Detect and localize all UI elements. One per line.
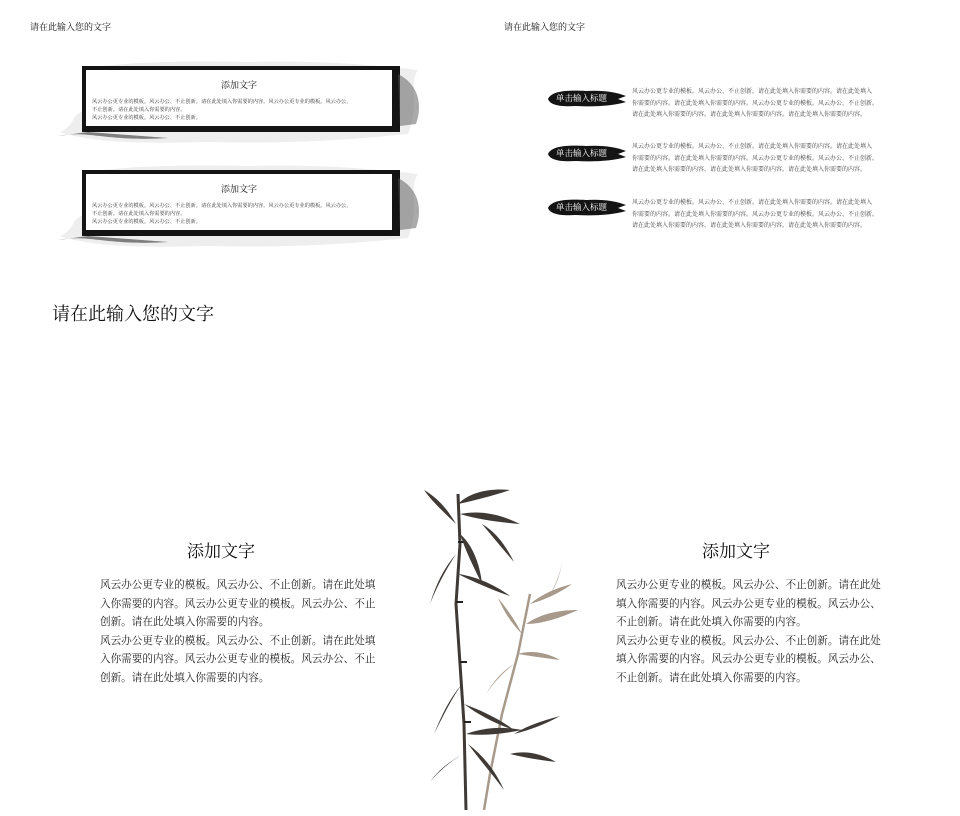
- slide2-heading: 请在此输入您的文字: [504, 23, 586, 33]
- side-line: 你需要的内容。请在此处填入你需要的内容。风云办公更专业的模板。风云办公、不止创新。: [632, 210, 879, 218]
- frame-content: [86, 174, 392, 230]
- brush-label-text: 单击输入标题: [556, 94, 608, 104]
- side-line: 风云办公更专业的模板。风云办公、不止创新。请在此处填入你需要的内容。请在此处填入: [632, 88, 873, 95]
- frame-line: 风云办公更专业的模板。风云办公、不止创新。请在此处填入你需要的内容。风云办公更专业的模板。风云办公、: [92, 99, 352, 105]
- ink-frame-box-1: [48, 54, 428, 146]
- ink-frame-box-2: [48, 158, 428, 250]
- brush-label-1[interactable]: [546, 87, 628, 109]
- frame-line: 风云办公更专业的模板。风云办公、不止创新。: [92, 219, 201, 225]
- bamboo-illustration: [410, 484, 590, 810]
- frame-content: [86, 70, 392, 126]
- frame-line: 不止创新。请在此处填入你需要的内容。: [92, 107, 186, 113]
- side-paragraph-2: [632, 141, 894, 176]
- left-line: 入你需要的内容。风云办公更专业的模板。风云办公、不止: [100, 597, 376, 610]
- brush-label-text: 单击输入标题: [556, 203, 608, 213]
- brush-label-3[interactable]: [546, 196, 628, 218]
- side-line: 请在此处填入你需要的内容。请在此处填入你需要的内容。请在此处填入你需要的内容。: [632, 166, 867, 173]
- left-line: 入你需要的内容。风云办公更专业的模板。风云办公、不止: [100, 653, 376, 666]
- slide1-heading: 请在此输入您的文字: [30, 23, 112, 33]
- side-line: 风云办公更专业的模板。风云办公、不止创新。请在此处填入你需要的内容。请在此处填入: [632, 199, 873, 206]
- brush-label-text: 单击输入标题: [556, 149, 608, 159]
- brush-label-2[interactable]: [546, 142, 628, 164]
- left-line: 创新。请在此处填入你需要的内容。: [100, 616, 270, 629]
- left-line: 创新。请在此处填入你需要的内容。: [100, 671, 270, 684]
- side-line: 风云办公更专业的模板。风云办公、不止创新。请在此处填入你需要的内容。请在此处填入: [632, 143, 873, 150]
- side-paragraph-3: [632, 197, 894, 232]
- side-line: 请在此处填入你需要的内容。请在此处填入你需要的内容。请在此处填入你需要的内容。: [632, 222, 867, 229]
- frame-body: [92, 98, 388, 122]
- right-column-title: 添加文字: [702, 542, 770, 562]
- side-line: 请在此处填入你需要的内容。请在此处填入你需要的内容。请在此处填入你需要的内容。: [632, 111, 867, 118]
- side-line: 你需要的内容。请在此处填入你需要的内容。风云办公更专业的模板。风云办公、不止创新。: [632, 154, 879, 162]
- side-line: 你需要的内容。请在此处填入你需要的内容。风云办公更专业的模板。风云办公、不止创新。: [632, 99, 879, 107]
- right-column-text: [616, 576, 896, 688]
- left-column-text: [100, 576, 380, 688]
- frame-title: 添加文字: [220, 185, 257, 195]
- right-line: 填入你需要的内容。风云办公更专业的模板。风云办公、: [616, 653, 881, 666]
- right-line: 风云办公更专业的模板。风云办公、不止创新。请在此处: [616, 579, 881, 591]
- frame-body: [92, 202, 388, 226]
- frame-line: 不止创新。请在此处填入你需要的内容。: [92, 211, 186, 217]
- frame-line: 风云办公更专业的模板。风云办公、不止创新。请在此处填入你需要的内容。风云办公更专业的模板。风云办公、: [92, 203, 352, 209]
- right-line: 不止创新。请在此处填入你需要的内容。: [616, 671, 807, 684]
- left-line: 风云办公更专业的模板。风云办公、不止创新。请在此处填: [100, 634, 376, 647]
- right-line: 不止创新。请在此处填入你需要的内容。: [616, 616, 807, 629]
- left-column-title: 添加文字: [187, 542, 255, 562]
- side-paragraph-1: [632, 86, 894, 121]
- right-line: 填入你需要的内容。风云办公更专业的模板。风云办公、: [616, 597, 881, 610]
- frame-title: 添加文字: [220, 81, 257, 91]
- right-line: 风云办公更专业的模板。风云办公、不止创新。请在此处: [616, 634, 881, 647]
- left-line: 风云办公更专业的模板。风云办公、不止创新。请在此处填: [100, 579, 376, 591]
- slide3-heading: 请在此输入您的文字: [52, 304, 214, 325]
- frame-line: 风云办公更专业的模板。风云办公、不止创新。: [92, 115, 201, 121]
